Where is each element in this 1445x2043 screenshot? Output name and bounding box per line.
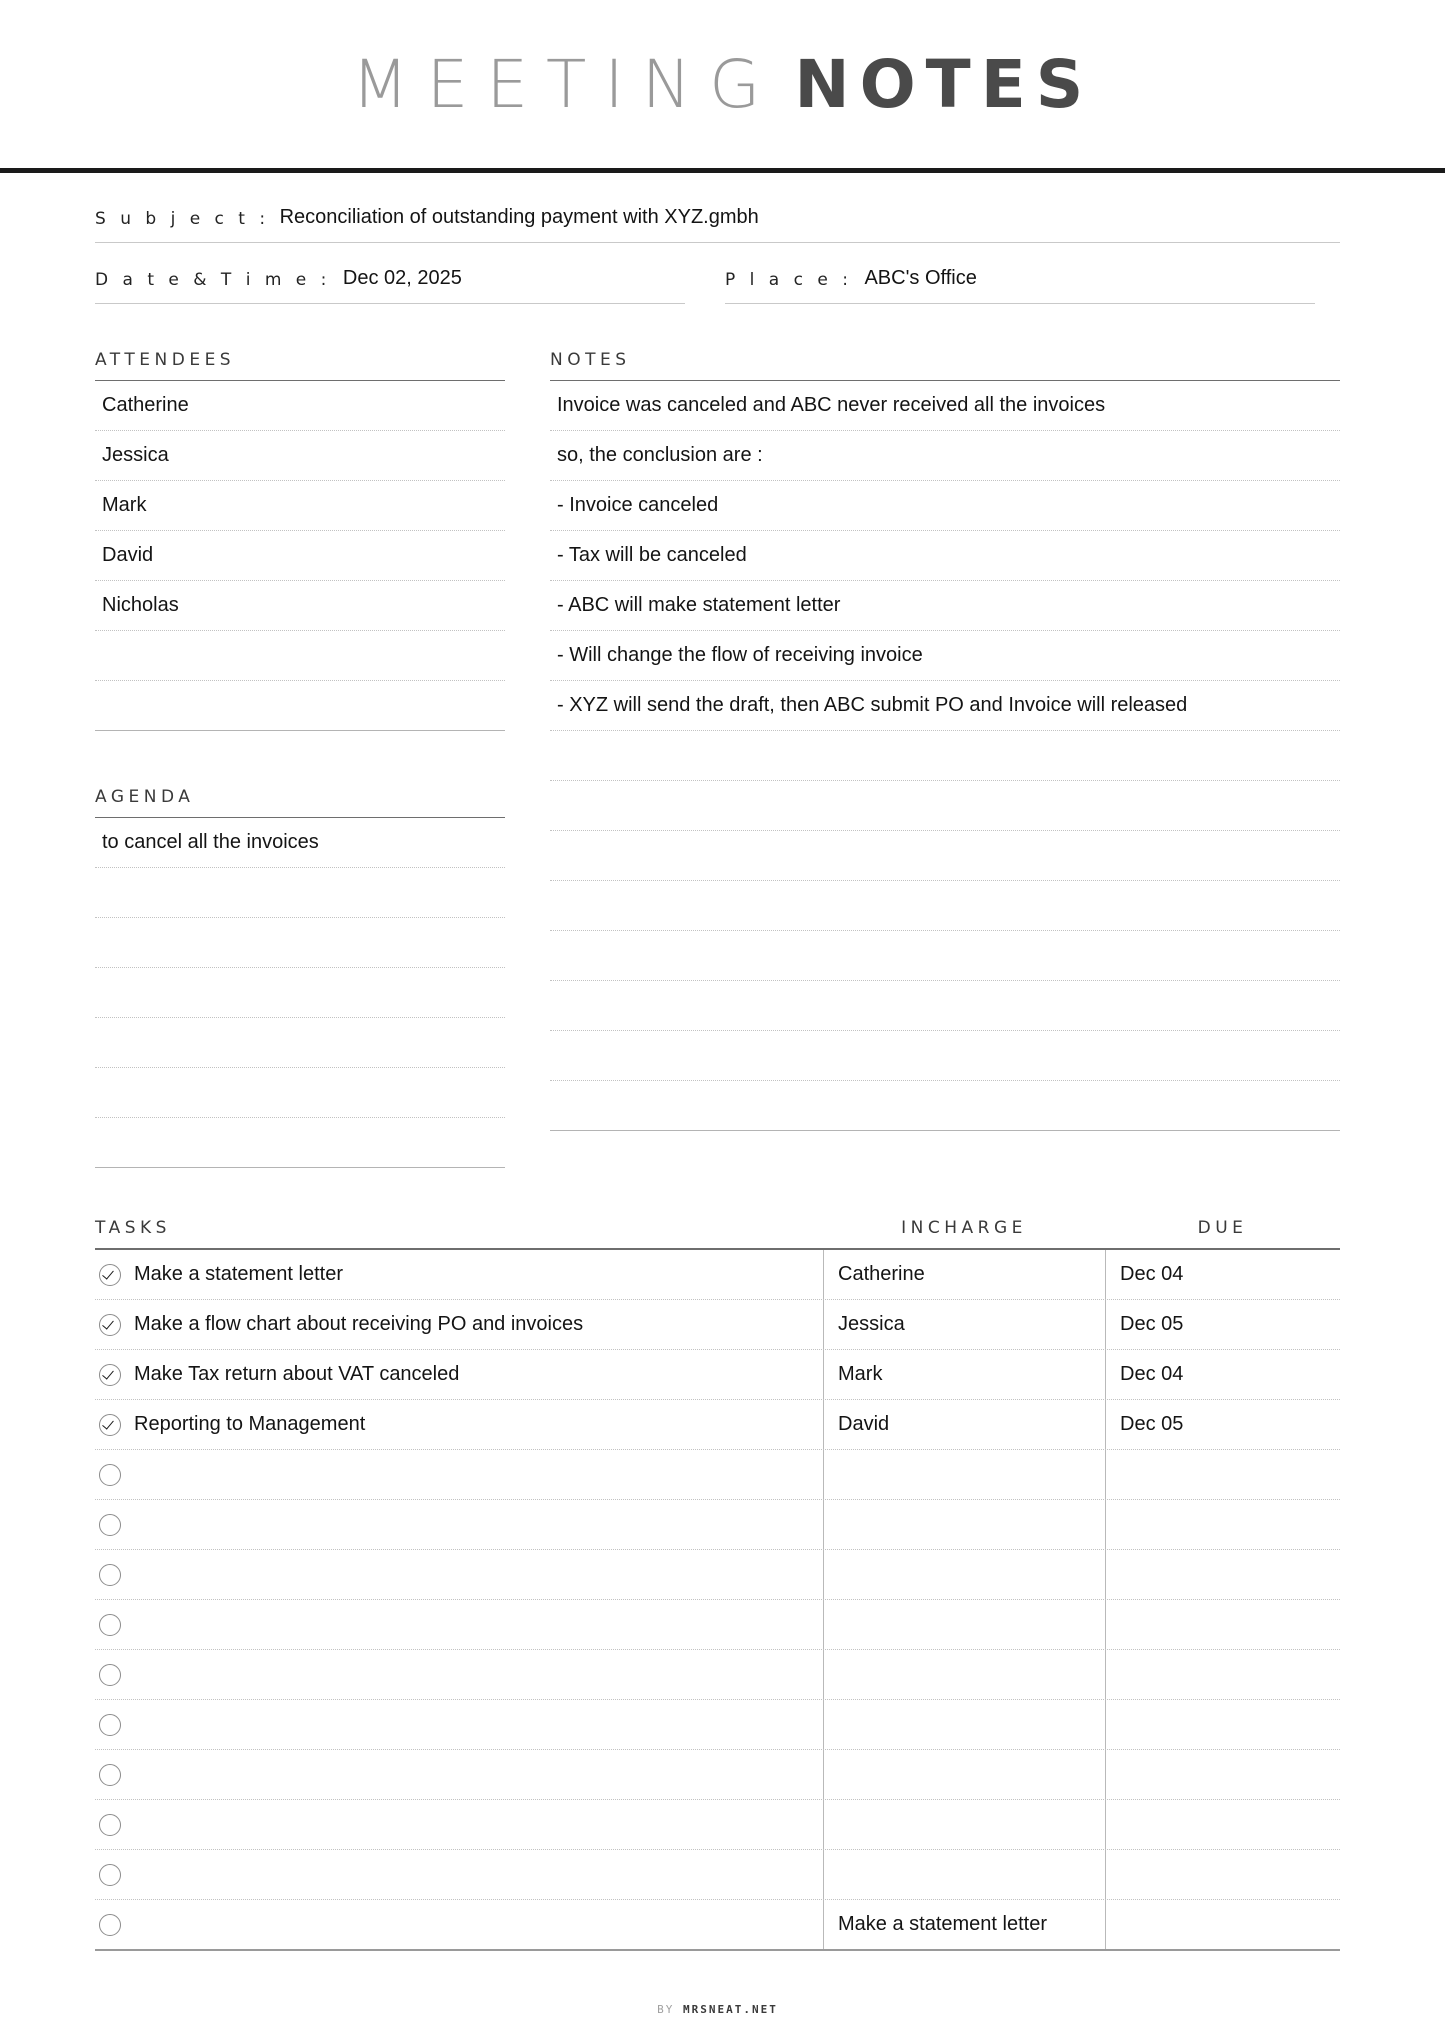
task-cell[interactable] (95, 1250, 823, 1299)
place-label: P l a c e : (725, 270, 853, 290)
table-row[interactable] (95, 1250, 1340, 1300)
table-row[interactable] (95, 1350, 1340, 1400)
task-cell[interactable] (95, 1550, 823, 1599)
due-cell[interactable]: Dec 05 (1105, 1300, 1340, 1349)
task-label: Make a flow chart about receiving PO and invoices (134, 1313, 584, 1335)
agenda-line[interactable] (95, 968, 505, 1018)
attendee-line[interactable]: David (95, 531, 505, 581)
due-cell[interactable] (1105, 1800, 1340, 1849)
note-line[interactable]: so, the conclusion are : (550, 431, 1340, 481)
incharge-cell[interactable] (823, 1550, 1105, 1599)
attendee-line[interactable] (95, 631, 505, 681)
notes-list (550, 381, 1340, 1131)
table-row[interactable] (95, 1750, 1340, 1800)
note-line[interactable]: Invoice was canceled and ABC never received all the invoices (550, 381, 1340, 431)
incharge-cell[interactable] (823, 1850, 1105, 1899)
mid-columns (95, 350, 1340, 1168)
table-row[interactable] (95, 1800, 1340, 1850)
due-cell[interactable]: Dec 05 (1105, 1400, 1340, 1449)
table-row[interactable] (95, 1400, 1340, 1450)
task-label: Reporting to Management (134, 1413, 366, 1435)
incharge-cell[interactable] (823, 1450, 1105, 1499)
note-line[interactable]: - ABC will make statement letter (550, 581, 1340, 631)
note-line[interactable]: - XYZ will send the draft, then ABC submit PO and Invoice will released (550, 681, 1340, 731)
note-line[interactable]: - Tax will be canceled (550, 531, 1340, 581)
note-line[interactable] (550, 931, 1340, 981)
task-cell[interactable] (95, 1500, 823, 1549)
agenda-line[interactable] (95, 918, 505, 968)
table-row[interactable] (95, 1450, 1340, 1500)
due-cell[interactable] (1105, 1650, 1340, 1699)
checkbox-icon[interactable] (99, 1714, 121, 1736)
task-label: Make Tax return about VAT canceled (134, 1363, 460, 1385)
task-cell[interactable] (95, 1800, 823, 1849)
note-line[interactable]: - Invoice canceled (550, 481, 1340, 531)
checkbox-icon[interactable] (99, 1564, 121, 1586)
footer (95, 2003, 1340, 2016)
due-cell[interactable] (1105, 1850, 1340, 1899)
table-row[interactable] (95, 1900, 1340, 1951)
due-cell[interactable] (1105, 1900, 1340, 1949)
due-cell[interactable]: Dec 04 (1105, 1250, 1340, 1299)
due-cell[interactable] (1105, 1750, 1340, 1799)
table-row[interactable] (95, 1700, 1340, 1750)
subject-value[interactable]: Reconciliation of outstanding payment with XYZ.gmbh (279, 206, 759, 228)
attendee-line[interactable]: Jessica (95, 431, 505, 481)
checkbox-icon[interactable] (99, 1814, 121, 1836)
page-title-light: MEETING (351, 45, 779, 123)
due-cell[interactable] (1105, 1600, 1340, 1649)
task-cell[interactable] (95, 1300, 823, 1349)
note-line[interactable] (550, 981, 1340, 1031)
datetime-label: D a t e & T i m e : (95, 270, 331, 290)
note-line[interactable] (550, 881, 1340, 931)
task-cell[interactable] (95, 1900, 823, 1949)
task-cell[interactable] (95, 1350, 823, 1399)
incharge-cell[interactable]: Make a statement letter (823, 1900, 1105, 1949)
agenda-line[interactable] (95, 1118, 505, 1168)
footer-by: BY (657, 2003, 675, 2016)
incharge-cell[interactable] (823, 1500, 1105, 1549)
task-cell[interactable] (95, 1400, 823, 1449)
due-cell[interactable] (1105, 1700, 1340, 1749)
incharge-cell[interactable]: David (823, 1400, 1105, 1449)
task-cell[interactable] (95, 1650, 823, 1699)
checkbox-icon[interactable] (99, 1464, 121, 1486)
note-line[interactable] (550, 731, 1340, 781)
task-cell[interactable] (95, 1750, 823, 1799)
meta-row (95, 267, 1340, 304)
checkmark-icon[interactable] (99, 1364, 121, 1386)
column-header-due: DUE (1197, 1218, 1248, 1238)
column-header-incharge: INCHARGE (901, 1218, 1027, 1238)
tasks-table-header (95, 1218, 1340, 1250)
incharge-cell[interactable] (823, 1700, 1105, 1749)
task-cell[interactable] (95, 1700, 823, 1749)
tasks-table-body (95, 1250, 1340, 1951)
attendee-line[interactable]: Catherine (95, 381, 505, 431)
incharge-cell[interactable]: Catherine (823, 1250, 1105, 1299)
note-line[interactable]: - Will change the flow of receiving invoice (550, 631, 1340, 681)
table-row[interactable] (95, 1600, 1340, 1650)
table-row[interactable] (95, 1850, 1340, 1900)
attendee-line[interactable]: Nicholas (95, 581, 505, 631)
checkmark-icon[interactable] (99, 1264, 121, 1286)
task-cell[interactable] (95, 1450, 823, 1499)
place-value[interactable]: ABC's Office (864, 267, 977, 289)
agenda-line[interactable]: to cancel all the invoices (95, 818, 505, 868)
table-row[interactable] (95, 1650, 1340, 1700)
checkmark-icon[interactable] (99, 1314, 121, 1336)
due-cell[interactable] (1105, 1450, 1340, 1499)
page-header (0, 0, 1445, 168)
footer-brand: MRSNEAT.NET (683, 2003, 778, 2016)
checkbox-icon[interactable] (99, 1614, 121, 1636)
left-column (95, 350, 505, 1168)
page-title-bold: NOTES (794, 45, 1094, 123)
header-divider (0, 168, 1445, 173)
incharge-cell[interactable]: Mark (823, 1350, 1105, 1399)
checkbox-icon[interactable] (99, 1664, 121, 1686)
agenda-block (95, 787, 505, 1168)
checkbox-icon[interactable] (99, 1864, 121, 1886)
checkmark-icon[interactable] (99, 1414, 121, 1436)
due-cell[interactable] (1105, 1550, 1340, 1599)
note-line[interactable] (550, 781, 1340, 831)
attendees-heading: ATTENDEES (95, 350, 505, 381)
column-header-tasks: TASKS (95, 1218, 171, 1238)
note-line[interactable] (550, 831, 1340, 881)
subject-label: S u b j e c t : (95, 209, 270, 229)
page-title (351, 45, 1094, 123)
checkbox-icon[interactable] (99, 1914, 121, 1936)
incharge-cell[interactable] (823, 1650, 1105, 1699)
right-column (550, 350, 1340, 1168)
note-line[interactable] (550, 1081, 1340, 1131)
attendee-line[interactable]: Mark (95, 481, 505, 531)
datetime-value[interactable]: Dec 02, 2025 (342, 267, 462, 289)
table-row[interactable] (95, 1500, 1340, 1550)
attendees-list (95, 381, 505, 731)
incharge-cell[interactable] (823, 1600, 1105, 1649)
agenda-heading: AGENDA (95, 787, 505, 818)
checkbox-icon[interactable] (99, 1514, 121, 1536)
attendee-line[interactable] (95, 681, 505, 731)
incharge-cell[interactable] (823, 1750, 1105, 1799)
notes-heading: NOTES (550, 350, 1340, 381)
subject-field[interactable] (95, 206, 1340, 243)
task-cell[interactable] (95, 1600, 823, 1649)
agenda-line[interactable] (95, 1068, 505, 1118)
due-cell[interactable]: Dec 04 (1105, 1350, 1340, 1399)
table-row[interactable] (95, 1550, 1340, 1600)
incharge-cell[interactable]: Jessica (823, 1300, 1105, 1349)
agenda-line[interactable] (95, 1018, 505, 1068)
agenda-line[interactable] (95, 868, 505, 918)
note-line[interactable] (550, 1031, 1340, 1081)
checkbox-icon[interactable] (99, 1764, 121, 1786)
task-label: Make a statement letter (134, 1263, 343, 1285)
table-row[interactable] (95, 1300, 1340, 1350)
agenda-list (95, 818, 505, 1168)
incharge-cell[interactable] (823, 1800, 1105, 1849)
task-cell[interactable] (95, 1850, 823, 1899)
due-cell[interactable] (1105, 1500, 1340, 1549)
tasks-section (95, 1218, 1340, 1951)
datetime-field[interactable] (95, 267, 685, 304)
place-field[interactable] (725, 267, 1315, 304)
